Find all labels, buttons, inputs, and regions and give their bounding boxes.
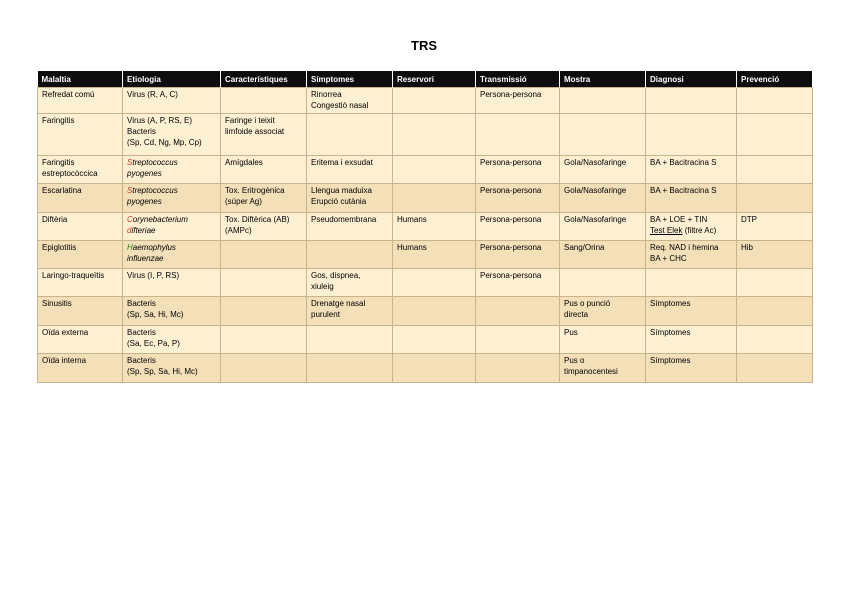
cell-mostra bbox=[560, 114, 646, 156]
cell-etiologia: Bacteris (Sp, Sp, Sa, Hi, Mc) bbox=[123, 354, 221, 383]
cell-transmissio bbox=[476, 114, 560, 156]
cell-diagnosi: Req. NAD i hemina BA + CHC bbox=[646, 241, 737, 269]
table-row bbox=[38, 184, 813, 213]
cell-prevencio bbox=[737, 326, 813, 354]
trs-table bbox=[37, 71, 813, 383]
cell-mostra: Gola/Nasofaringe bbox=[560, 213, 646, 241]
cell-caract bbox=[221, 269, 307, 297]
cell-caract bbox=[221, 297, 307, 326]
cell-etiologia: Haemophylus influenzae bbox=[123, 241, 221, 269]
cell-reservori bbox=[393, 114, 476, 156]
cell-caract bbox=[221, 241, 307, 269]
cell-transmissio: Persona-persona bbox=[476, 213, 560, 241]
cell-prevencio bbox=[737, 354, 813, 383]
cell-mostra bbox=[560, 269, 646, 297]
cell-mostra: Sang/Orina bbox=[560, 241, 646, 269]
cell-transmissio: Persona-persona bbox=[476, 88, 560, 114]
cell-diagnosi bbox=[646, 88, 737, 114]
cell-prevencio bbox=[737, 156, 813, 184]
cell-malaltia: Epiglotitis bbox=[38, 241, 123, 269]
page-title: TRS bbox=[411, 38, 437, 53]
cell-transmissio bbox=[476, 297, 560, 326]
cell-transmissio bbox=[476, 326, 560, 354]
header-row bbox=[38, 71, 813, 88]
cell-transmissio bbox=[476, 354, 560, 383]
cell-simptomes: Rinorrea Congestió nasal bbox=[307, 88, 393, 114]
cell-transmissio: Persona-persona bbox=[476, 156, 560, 184]
cell-transmissio: Persona-persona bbox=[476, 269, 560, 297]
cell-caract: Tox. Diftèrica (AB) (AMPc) bbox=[221, 213, 307, 241]
cell-diagnosi: Símptomes bbox=[646, 326, 737, 354]
table-row bbox=[38, 88, 813, 114]
cell-simptomes: Drenatge nasal purulent bbox=[307, 297, 393, 326]
cell-prevencio: Hib bbox=[737, 241, 813, 269]
cell-prevencio bbox=[737, 297, 813, 326]
cell-simptomes: Eritema i exsudat bbox=[307, 156, 393, 184]
cell-etiologia: Streptococcus pyogenes bbox=[123, 184, 221, 213]
cell-caract bbox=[221, 88, 307, 114]
cell-caract: Amígdales bbox=[221, 156, 307, 184]
cell-etiologia: Virus (A, P, RS, E) Bacteris (Sp, Cd, Ng, Mp, Cp) bbox=[123, 114, 221, 156]
cell-diagnosi bbox=[646, 114, 737, 156]
cell-etiologia: Streptococcus pyogenes bbox=[123, 156, 221, 184]
cell-prevencio bbox=[737, 269, 813, 297]
cell-caract bbox=[221, 354, 307, 383]
cell-reservori bbox=[393, 184, 476, 213]
header-transmissio: Transmissió bbox=[476, 71, 560, 88]
cell-reservori bbox=[393, 326, 476, 354]
cell-mostra: Pus o timpanocentesi bbox=[560, 354, 646, 383]
cell-etiologia: Bacteris (Sa, Ec, Pa, P) bbox=[123, 326, 221, 354]
cell-etiologia: Virus (I, P, RS) bbox=[123, 269, 221, 297]
cell-reservori bbox=[393, 88, 476, 114]
cell-malaltia: Escarlatina bbox=[38, 184, 123, 213]
cell-diagnosi: Símptomes bbox=[646, 297, 737, 326]
header-etiologia: Etiologia bbox=[123, 71, 221, 88]
header-malaltia: Malaltia bbox=[38, 71, 123, 88]
cell-mostra bbox=[560, 88, 646, 114]
cell-prevencio bbox=[737, 88, 813, 114]
cell-etiologia: Bacteris (Sp, Sa, Hi, Mc) bbox=[123, 297, 221, 326]
cell-diagnosi bbox=[646, 269, 737, 297]
cell-prevencio: DTP bbox=[737, 213, 813, 241]
cell-mostra: Gola/Nasofaringe bbox=[560, 184, 646, 213]
cell-transmissio: Persona-persona bbox=[476, 241, 560, 269]
cell-malaltia: Oïda externa bbox=[38, 326, 123, 354]
cell-simptomes: Pseudomembrana bbox=[307, 213, 393, 241]
cell-simptomes bbox=[307, 241, 393, 269]
cell-simptomes: Gos, dispnea, xiuleig bbox=[307, 269, 393, 297]
cell-etiologia: Virus (R, A, C) bbox=[123, 88, 221, 114]
table-row bbox=[38, 241, 813, 269]
cell-malaltia: Faringitis estreptocòccica bbox=[38, 156, 123, 184]
cell-reservori: Humans bbox=[393, 241, 476, 269]
table-row bbox=[38, 297, 813, 326]
header-prevencio: Prevenció bbox=[737, 71, 813, 88]
cell-transmissio: Persona-persona bbox=[476, 184, 560, 213]
cell-malaltia: Laringo-traqueïtis bbox=[38, 269, 123, 297]
table-row bbox=[38, 114, 813, 156]
cell-diagnosi: Símptomes bbox=[646, 354, 737, 383]
cell-reservori bbox=[393, 297, 476, 326]
cell-caract bbox=[221, 326, 307, 354]
table-row bbox=[38, 269, 813, 297]
cell-simptomes bbox=[307, 326, 393, 354]
cell-mostra: Gola/Nasofaringe bbox=[560, 156, 646, 184]
header-reservori: Reservori bbox=[393, 71, 476, 88]
cell-mostra: Pus bbox=[560, 326, 646, 354]
header-caracteristiques: Característiques bbox=[221, 71, 307, 88]
cell-prevencio bbox=[737, 184, 813, 213]
table-row bbox=[38, 326, 813, 354]
cell-diagnosi: BA + Bacitracina S bbox=[646, 156, 737, 184]
cell-reservori: Humans bbox=[393, 213, 476, 241]
cell-diagnosi: BA + LOE + TIN Test Elek (filtre Ac) bbox=[646, 213, 737, 241]
header-mostra: Mostra bbox=[560, 71, 646, 88]
cell-caract: Faringe i teixit limfoide associat bbox=[221, 114, 307, 156]
cell-simptomes: Llengua maduixa Erupció cutània bbox=[307, 184, 393, 213]
header-simptomes: Símptomes bbox=[307, 71, 393, 88]
cell-mostra: Pus o punció directa bbox=[560, 297, 646, 326]
table-row bbox=[38, 213, 813, 241]
cell-malaltia: Sinusitis bbox=[38, 297, 123, 326]
header-diagnosi: Diagnosi bbox=[646, 71, 737, 88]
cell-etiologia: Corynebacterium difteriae bbox=[123, 213, 221, 241]
cell-reservori bbox=[393, 269, 476, 297]
cell-reservori bbox=[393, 354, 476, 383]
cell-malaltia: Refredat comú bbox=[38, 88, 123, 114]
cell-malaltia: Faringitis bbox=[38, 114, 123, 156]
table-row bbox=[38, 354, 813, 383]
cell-caract: Tox. Eritrogènica (súper Ag) bbox=[221, 184, 307, 213]
cell-reservori bbox=[393, 156, 476, 184]
cell-malaltia: Oïda interna bbox=[38, 354, 123, 383]
cell-simptomes bbox=[307, 114, 393, 156]
cell-prevencio bbox=[737, 114, 813, 156]
cell-malaltia: Diftèria bbox=[38, 213, 123, 241]
table-row bbox=[38, 156, 813, 184]
cell-diagnosi: BA + Bacitracina S bbox=[646, 184, 737, 213]
cell-simptomes bbox=[307, 354, 393, 383]
